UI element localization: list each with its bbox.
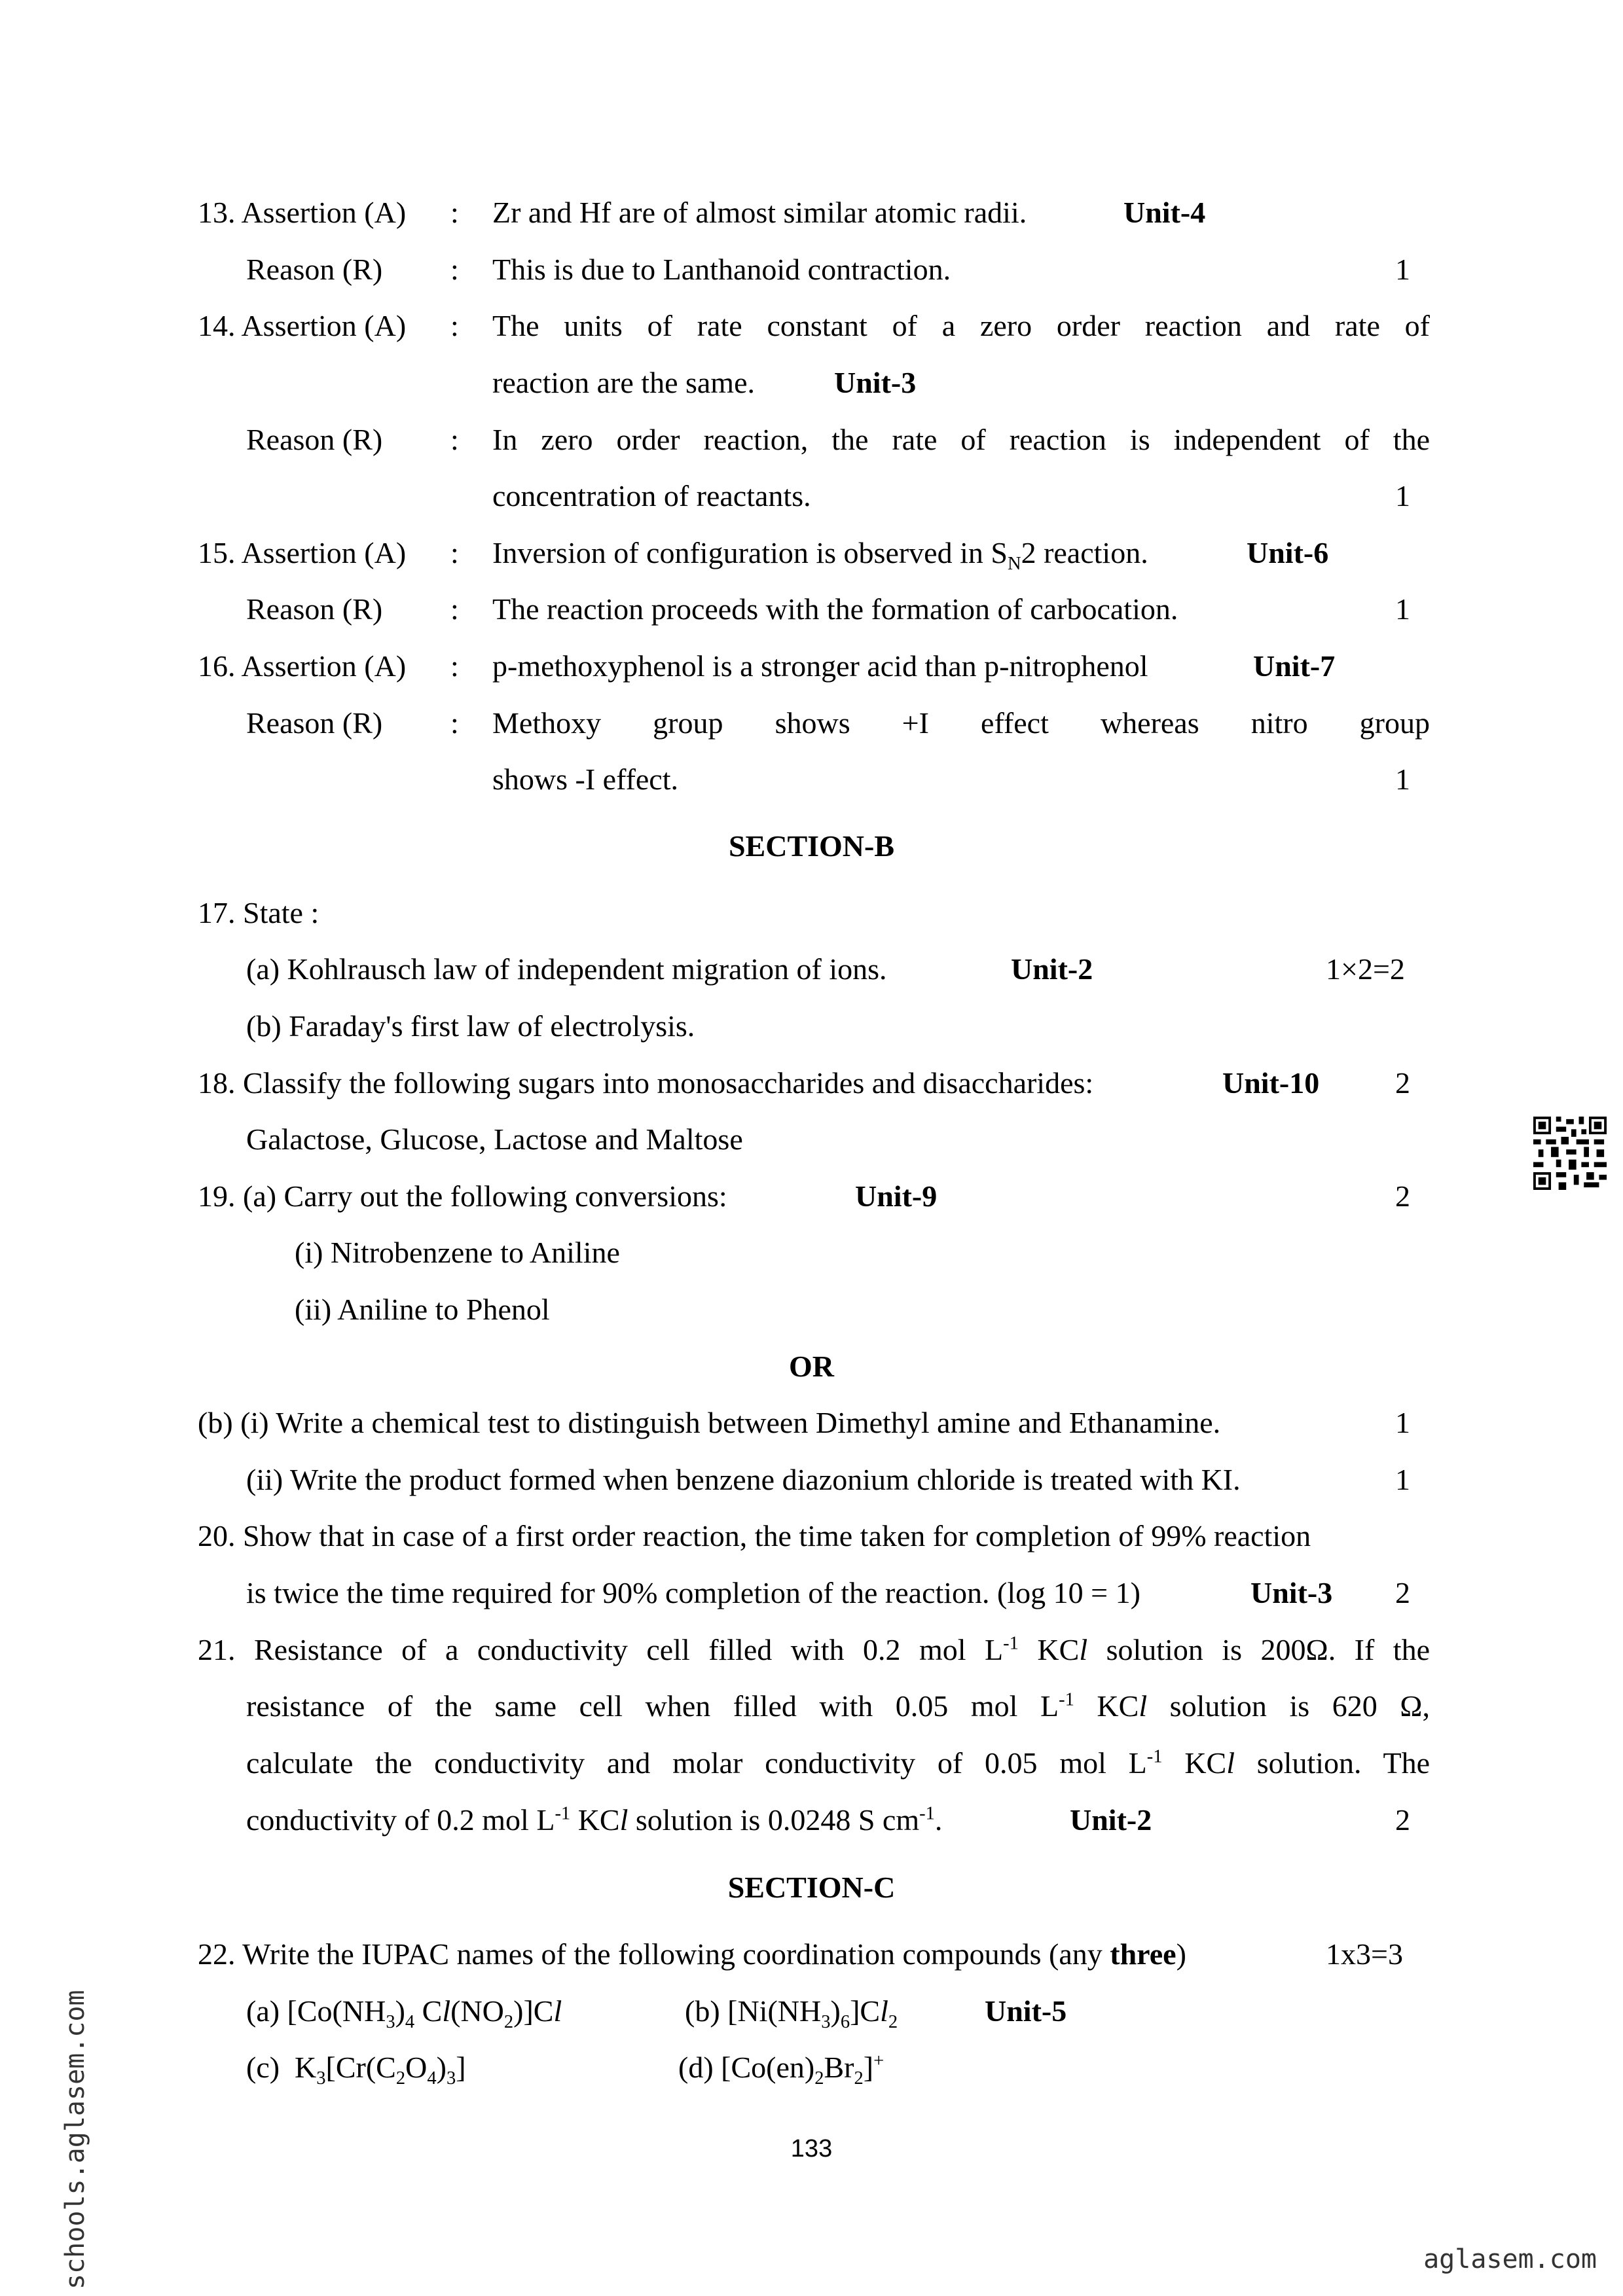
q14-reason-line2: concentration of reactants. bbox=[492, 479, 811, 512]
q13-reason-label: Reason (R) bbox=[246, 253, 383, 286]
section-c-heading: SECTION-C bbox=[727, 1871, 896, 1904]
q15-assertion: Inversion of configuration is observed in $S_N2$ reaction. bbox=[492, 536, 1148, 575]
q16-reason-label: Reason (R) bbox=[246, 706, 383, 740]
colon: : bbox=[450, 196, 459, 229]
q14-unit: Unit-3 bbox=[834, 366, 917, 399]
q15-reason: The reaction proceeds with the formation of carbocation. bbox=[492, 592, 1178, 626]
colon: : bbox=[450, 649, 459, 683]
side-watermark: schools.aglasem.com bbox=[60, 1990, 90, 2289]
q22-stem: 22. Write the IUPAC names of the following coordination compounds (any three) bbox=[198, 1937, 1186, 1971]
q16-reason-line2: shows -I effect. bbox=[492, 762, 678, 796]
q21-line3: calculate the conductivity and molar conductivity of 0.05 mol $L^{-1}$ KCl solution. The bbox=[246, 1746, 1430, 1780]
or-heading: OR bbox=[789, 1350, 834, 1383]
q19-b-ii: (ii) Write the product formed when benzene diazonium chloride is treated with KI. bbox=[246, 1463, 1241, 1496]
q16-marks: 1 bbox=[1395, 762, 1410, 796]
q19-unit: Unit-9 bbox=[855, 1179, 938, 1213]
q19-b-i: (b) (i) Write a chemical test to distinguish between Dimethyl amine and Ethanamine. bbox=[198, 1406, 1221, 1439]
colon: : bbox=[450, 536, 459, 569]
q20-unit: Unit-3 bbox=[1250, 1576, 1333, 1609]
q15-unit: Unit-6 bbox=[1247, 536, 1329, 569]
q19-b-i-marks: 1 bbox=[1395, 1406, 1410, 1439]
q14-label: 14. Assertion (A) bbox=[198, 309, 407, 342]
q19-part-i: (i) Nitrobenzene to Aniline bbox=[295, 1236, 620, 1269]
colon: : bbox=[450, 423, 459, 456]
q21-marks: 2 bbox=[1395, 1803, 1410, 1837]
q17-part-b: (b) Faraday's first law of electrolysis. bbox=[246, 1009, 695, 1043]
q17-unit: Unit-2 bbox=[1011, 952, 1093, 986]
colon: : bbox=[450, 706, 459, 740]
q22-part-c: (c) $K_3[Cr(C_2O_4)_3]$ bbox=[246, 2051, 466, 2089]
q18-stem: 18. Classify the following sugars into monosaccharides and disaccharides: bbox=[198, 1066, 1094, 1100]
q21-line2: resistance of the same cell when filled with 0.05 mol $L^{-1}$ KCl solution is 620 Ω, bbox=[246, 1689, 1430, 1723]
q20-line1: 20. Show that in case of a first order reaction, the time taken for completion of 99% reaction bbox=[198, 1519, 1311, 1552]
page-number: 133 bbox=[790, 2135, 833, 2162]
q15-marks: 1 bbox=[1395, 592, 1410, 626]
q17-part-a: (a) Kohlrausch law of independent migration of ions. bbox=[246, 952, 887, 986]
q16-label: 16. Assertion (A) bbox=[198, 649, 407, 683]
footer-watermark: aglasem.com bbox=[1423, 2244, 1597, 2274]
q22-part-a: (a) [$Co(NH_3)_4$ $Cl(NO_2)]Cl$ bbox=[246, 1994, 562, 2033]
q22-marks: 1x3=3 bbox=[1326, 1937, 1403, 1971]
q14-assertion-line2: reaction are the same. bbox=[492, 366, 755, 399]
q14-reason-label: Reason (R) bbox=[246, 423, 383, 456]
q16-reason-line1: Methoxy group shows +I effect whereas nitro group bbox=[492, 706, 1430, 740]
q14-marks: 1 bbox=[1395, 479, 1410, 512]
section-b-heading: SECTION-B bbox=[728, 829, 895, 863]
q22-part-d: (d) $[Co(en)_2Br_2]^+$ bbox=[678, 2051, 884, 2089]
q14-reason-line1: In zero order reaction, the rate of reaction is independent of the bbox=[492, 423, 1430, 456]
q20-line2: is twice the time required for 90% completion of the reaction. (log 10 = 1) bbox=[246, 1576, 1140, 1609]
q13-assertion: Zr and Hf are of almost similar atomic radii. bbox=[492, 196, 1027, 229]
q14-assertion-line1: The units of rate constant of a zero order reaction and rate of bbox=[492, 309, 1430, 342]
q13-marks: 1 bbox=[1395, 253, 1410, 286]
q17-marks: 1×2=2 bbox=[1326, 952, 1405, 986]
q15-label: 15. Assertion (A) bbox=[198, 536, 407, 569]
q18-list: Galactose, Glucose, Lactose and Maltose bbox=[246, 1122, 743, 1156]
q16-assertion: p-methoxyphenol is a stronger acid than p-nitrophenol bbox=[492, 649, 1148, 683]
q20-marks: 2 bbox=[1395, 1576, 1410, 1609]
q19-part-ii: (ii) Aniline to Phenol bbox=[295, 1293, 550, 1326]
q15-reason-label: Reason (R) bbox=[246, 592, 383, 626]
colon: : bbox=[450, 309, 459, 342]
q22-unit: Unit-5 bbox=[985, 1994, 1067, 2028]
q13-label: 13. Assertion (A) bbox=[198, 196, 407, 229]
q13-reason: This is due to Lanthanoid contraction. bbox=[492, 253, 951, 286]
q19-b-ii-marks: 1 bbox=[1395, 1463, 1410, 1496]
q21-unit: Unit-2 bbox=[1070, 1803, 1152, 1837]
q18-unit: Unit-10 bbox=[1222, 1066, 1320, 1100]
q21-line1: 21. Resistance of a conductivity cell filled with 0.2 mol $L^{-1}$ KCl solution is 200Ω. If the bbox=[198, 1633, 1430, 1666]
q21-line4: conductivity of 0.2 mol $L^{-1}$ KCl solution is 0.0248 S $cm^{-1}$. bbox=[246, 1803, 943, 1837]
q22-part-b: (b) $[Ni(NH_3)_6]Cl_2$ bbox=[685, 1994, 898, 2033]
qr-code bbox=[1533, 1117, 1607, 1190]
q19-stem: 19. (a) Carry out the following conversions: bbox=[198, 1179, 727, 1213]
q17-stem: 17. State : bbox=[198, 896, 319, 929]
q13-unit: Unit-4 bbox=[1123, 196, 1206, 229]
q19-marks: 2 bbox=[1395, 1179, 1410, 1213]
q18-marks: 2 bbox=[1395, 1066, 1410, 1100]
colon: : bbox=[450, 253, 459, 286]
colon: : bbox=[450, 592, 459, 626]
q16-unit: Unit-7 bbox=[1253, 649, 1336, 683]
